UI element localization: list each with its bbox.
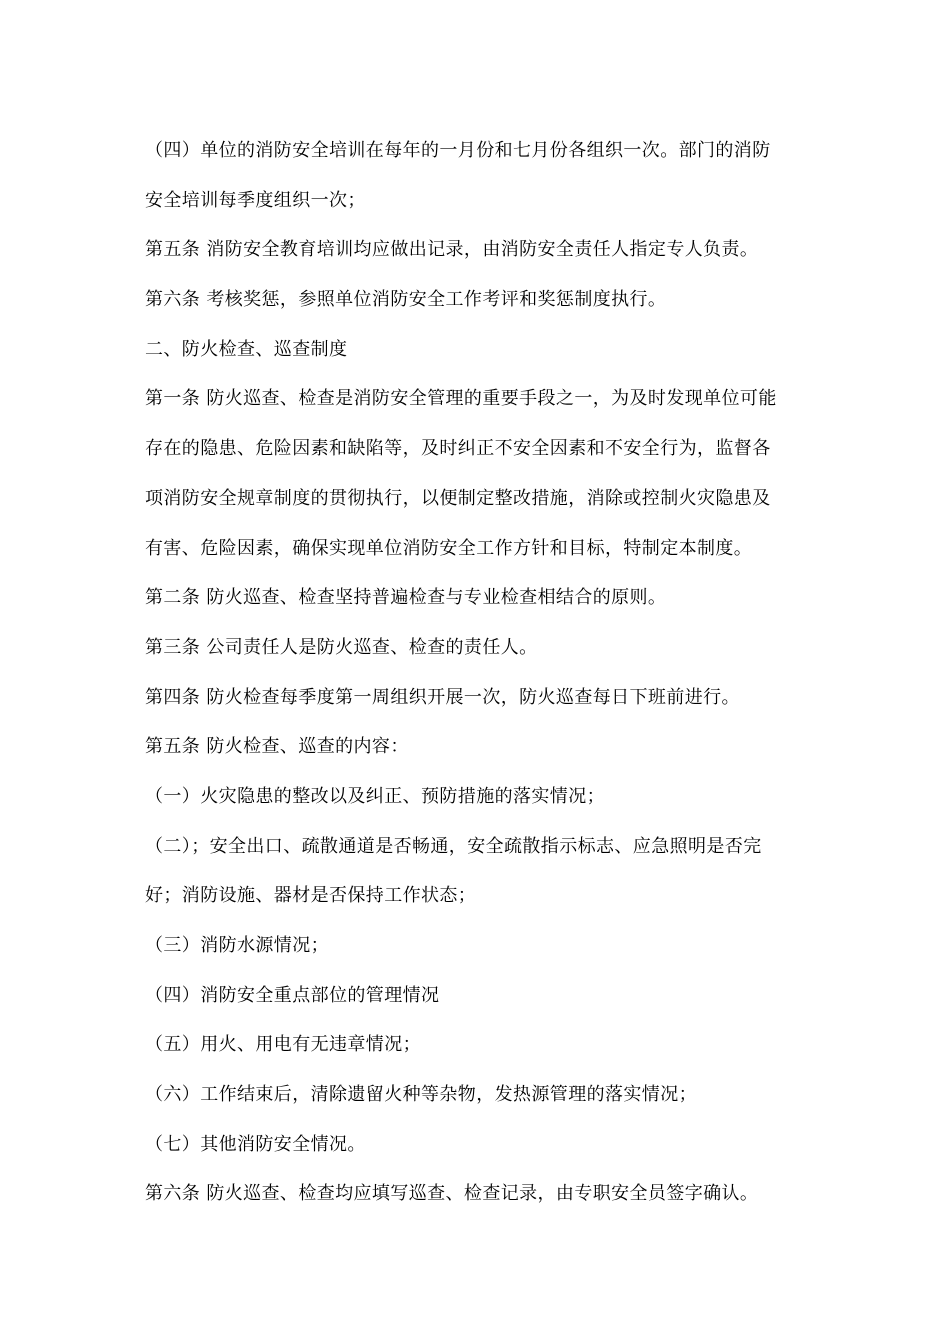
list-item: （一）火灾隐患的整改以及纠正、预防措施的落实情况； [145, 785, 605, 807]
section-heading: 二、防火检查、巡查制度 [145, 338, 348, 360]
list-item: （六）工作结束后，清除遗留火种等杂物，发热源管理的落实情况； [145, 1084, 697, 1106]
list-item: （四）消防安全重点部位的管理情况 [145, 984, 440, 1006]
text-line: 存在的隐患、危险因素和缺陷等，及时纠正不安全因素和不安全行为，监督各 [145, 438, 771, 460]
text-line: 好；消防设施、器材是否保持工作状态； [145, 885, 477, 907]
list-item: （七）其他消防安全情况。 [145, 1133, 366, 1155]
text-line: 第二条 防火巡查、检查坚持普遍检查与专业检查相结合的原则。 [145, 587, 667, 609]
text-line: 第三条 公司责任人是防火巡查、检查的责任人。 [145, 636, 538, 658]
text-line: 第六条 防火巡查、检查均应填写巡查、检查记录，由专职安全员签字确认。 [145, 1183, 759, 1205]
text-line: 项消防安全规章制度的贯彻执行，以便制定整改措施，消除或控制火灾隐患及 [145, 487, 771, 509]
text-line: 第六条 考核奖惩，参照单位消防安全工作考评和奖惩制度执行。 [145, 289, 667, 311]
list-item: （五）用火、用电有无违章情况； [145, 1034, 421, 1056]
text-line: 安全培训每季度组织一次； [145, 189, 366, 211]
document-body [145, 126, 810, 1219]
text-line: 第四条 防火检查每季度第一周组织开展一次，防火巡查每日下班前进行。 [145, 686, 740, 708]
text-line: 第五条 消防安全教育培训均应做出记录，由消防安全责任人指定专人负责。 [145, 239, 759, 261]
text-line: 第五条 防火检查、巡查的内容： [145, 736, 409, 758]
text-line: 第一条 防火巡查、检查是消防安全管理的重要手段之一，为及时发现单位可能 [145, 388, 777, 410]
list-item: （三）消防水源情况； [145, 935, 329, 956]
text-line: 有害、危险因素，确保实现单位消防安全工作方针和目标，特制定本制度。 [145, 537, 753, 559]
text-line: （四）单位的消防安全培训在每年的一月份和七月份各组织一次。部门的消防 [145, 140, 771, 161]
list-item: （二）；安全出口、疏散通道是否畅通，安全疏散指示标志、应急照明是否完 [145, 835, 762, 857]
